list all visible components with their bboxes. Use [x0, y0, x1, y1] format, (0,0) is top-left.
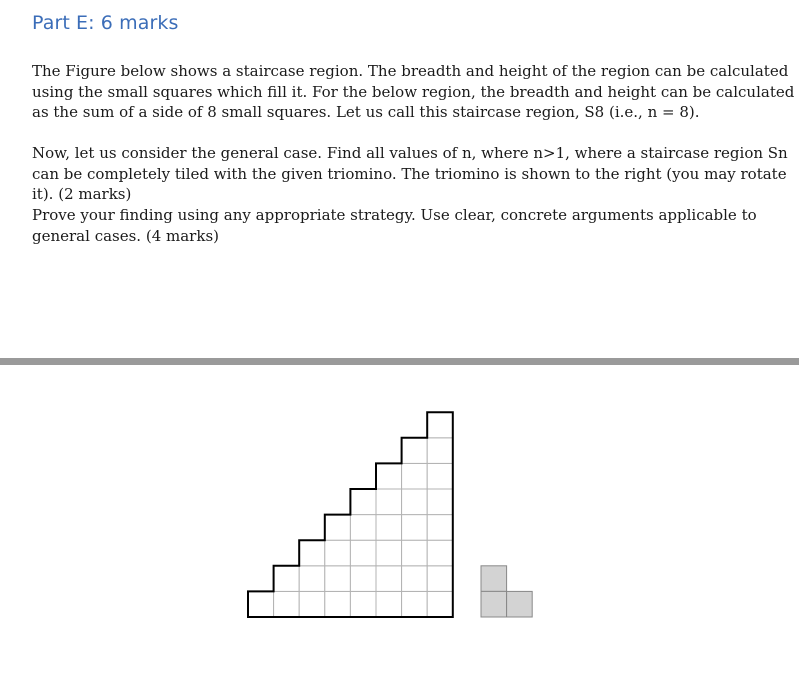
triomino: [481, 566, 532, 617]
staircase-cell: [325, 540, 351, 566]
figure-area: [0, 365, 799, 671]
question-paragraph: [32, 143, 788, 247]
staircase-cell: [427, 566, 453, 592]
text-line: general cases. (4 marks): [32, 226, 219, 245]
staircase-cell: [350, 489, 376, 515]
text-line: Prove your finding using any appropriate strategy. Use clear, concrete arguments applicable to: [32, 206, 757, 225]
staircase-cell: [402, 463, 428, 489]
staircase-cell: [274, 566, 300, 592]
staircase-cell: [427, 591, 453, 617]
text-line: can be completely tiled with the given triomino. The triomino is shown to the right (you may rotate: [32, 164, 787, 183]
staircase-cell: [350, 591, 376, 617]
staircase-cell: [248, 591, 274, 617]
text-line: The Figure below shows a staircase region. The breadth and height of the region can be calculated: [32, 62, 789, 80]
staircase-cell: [350, 566, 376, 592]
intro-paragraph: [32, 61, 795, 123]
staircase-cell: [376, 515, 402, 541]
staircase-cell: [350, 515, 376, 541]
triomino-cell: [481, 591, 507, 617]
staircase-cell: [427, 438, 453, 464]
staircase-cell: [427, 540, 453, 566]
staircase-cell: [299, 591, 325, 617]
staircase-cell: [376, 591, 402, 617]
triomino-cell: [507, 591, 533, 617]
part-heading: Part E: 6 marks: [32, 12, 179, 34]
staircase-cell: [325, 566, 351, 592]
staircase-cell: [402, 438, 428, 464]
text-line: using the small squares which fill it. For the below region, the breadth and height can be calculated: [32, 82, 795, 101]
staircase-cell: [402, 515, 428, 541]
text-line: as the sum of a side of 8 small squares. Let us call this staircase region, S8 (i.e., n = 8).: [32, 103, 700, 122]
staircase-cell: [427, 412, 453, 438]
staircase-cell: [376, 489, 402, 515]
staircase-cell: [299, 566, 325, 592]
staircase-cell: [427, 515, 453, 541]
staircase-cell: [376, 540, 402, 566]
staircase-cell: [299, 540, 325, 566]
staircase-cell: [376, 463, 402, 489]
staircase-cell: [402, 591, 428, 617]
text-line: it). (2 marks): [32, 185, 132, 204]
staircase-cell: [402, 566, 428, 592]
staircase-figure: [0, 365, 799, 671]
staircase-cell: [350, 540, 376, 566]
staircase-cell: [274, 591, 300, 617]
staircase-cell: [427, 489, 453, 515]
triomino-cell: [481, 566, 507, 592]
section-divider: [0, 358, 799, 365]
text-line: Now, let us consider the general case. Find all values of n, where n>1, where a staircase region Sn: [32, 144, 788, 162]
staircase-cell: [376, 566, 402, 592]
staircase-cell: [402, 489, 428, 515]
staircase-cell: [325, 591, 351, 617]
staircase-cell: [427, 463, 453, 489]
staircase-cell: [325, 515, 351, 541]
staircase-cell: [402, 540, 428, 566]
